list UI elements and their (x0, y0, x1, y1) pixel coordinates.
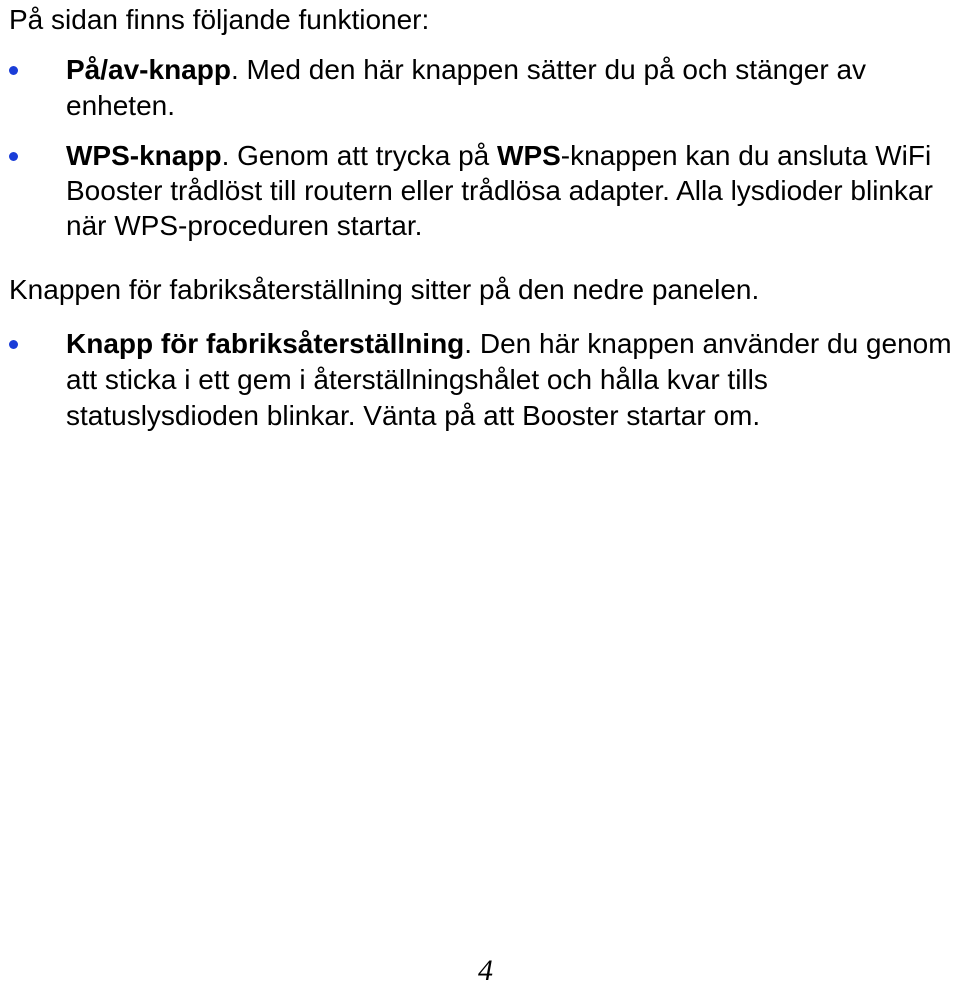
bullet-text (66, 326, 956, 434)
bullet-term: På/av-knapp (66, 54, 231, 85)
bullet-dot-icon (9, 340, 18, 349)
bullet-description: . Genom att trycka på (221, 140, 498, 171)
page-number: 4 (478, 954, 493, 987)
intro-text: På sidan finns följande funktioner: (9, 4, 430, 35)
bullet-description: -knappen kan du ansluta WiFi Booster trådlöst till routern eller trådlösa adapter. Alla lysdioder blinkar när WPS-proceduren startar. (66, 140, 933, 241)
bullet-inline-term: WPS (497, 140, 561, 171)
bullet-term: Knapp för fabriksåterställning (66, 328, 465, 359)
bullet-text (66, 138, 956, 243)
bullet-text (66, 52, 956, 124)
bullet-description: . Den här knappen använder du genom att sticka i ett gem i återställningshålet och hålla kvar tills statuslysdioden blinkar. Vänta på att Booster startar om. (66, 328, 952, 431)
bullet-dot-icon (9, 66, 18, 75)
bullet-term: WPS-knapp (66, 140, 222, 171)
bullet-description: . Med den här knappen sätter du på och stänger av enheten. (66, 54, 867, 121)
reset-location-text: Knappen för fabriksåterställning sitter på den nedre panelen. (9, 274, 760, 305)
bullet-dot-icon (9, 152, 18, 161)
